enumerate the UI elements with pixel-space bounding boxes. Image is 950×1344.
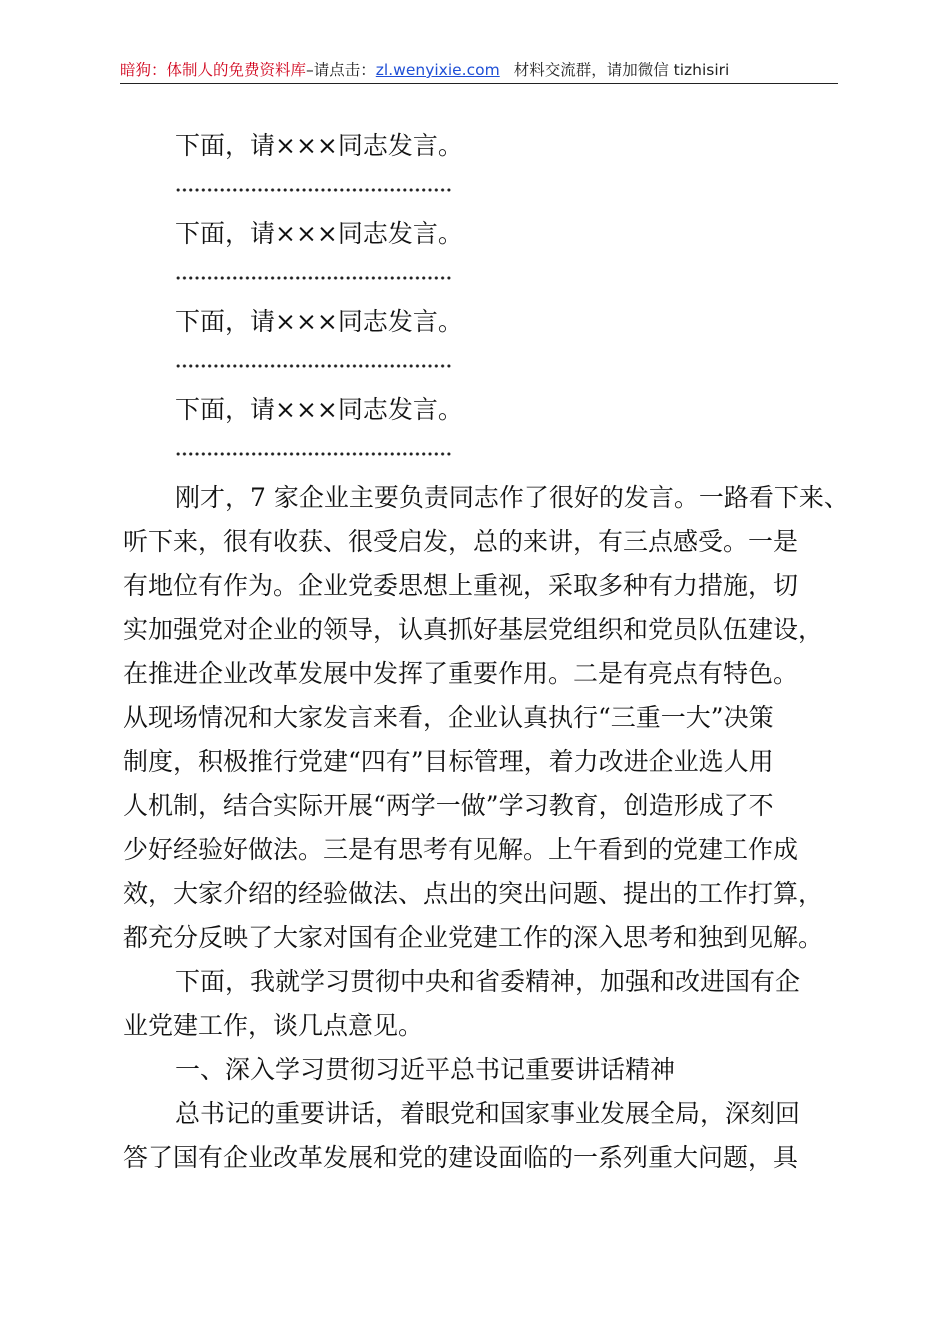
section-paragraph — [123, 1092, 843, 1180]
paragraph-line: 听下来，很有收获、很受启发，总的来讲，有三点感受。一是 — [123, 527, 799, 556]
speaker-line: 下面，请×××同志发言。 — [175, 219, 463, 248]
paragraph-line: 业党建工作，谈几点意见。 — [123, 1011, 424, 1040]
header-divider — [120, 83, 838, 84]
paragraph-line: 从现场情况和大家发言来看，企业认真执行“三重一大”决策 — [123, 703, 774, 732]
summary-paragraph — [123, 476, 849, 960]
dotted-separator — [123, 168, 843, 212]
paragraph-line: 总书记的重要讲话，着眼党和国家事业发展全局，深刻回 — [175, 1099, 801, 1128]
paragraph-line: 实加强党对企业的领导，认真抓好基层党组织和党员队伍建设， — [123, 615, 824, 644]
intro-paragraph — [123, 960, 843, 1048]
paragraph-line: 答了国有企业改革发展和党的建设面临的一系列重大问题，具 — [123, 1143, 799, 1172]
paragraph-line: 有地位有作为。企业党委思想上重视，采取多种有力措施，切 — [123, 571, 799, 600]
section-heading: 一、深入学习贯彻习近平总书记重要讲话精神 — [175, 1055, 676, 1084]
paragraph-line: 下面，我就学习贯彻中央和省委精神，加强和改进国有企 — [175, 967, 801, 996]
paragraph-line: 效，大家介绍的经验做法、点出的突出问题、提出的工作打算， — [123, 879, 824, 908]
paragraph-line: 都充分反映了大家对国有企业党建工作的深入思考和独到见解。 — [123, 923, 824, 952]
dotted-separator — [123, 256, 843, 300]
paragraph-line: 少好经验好做法。三是有思考有见解。上午看到的党建工作成 — [123, 835, 799, 864]
document-body — [123, 124, 849, 1180]
paragraph-line: 制度，积极推行党建“四有”目标管理，着力改进企业选人用 — [123, 747, 774, 776]
header-contact: 材料交流群，请加微信 tizhisiri — [513, 61, 730, 79]
paragraph-line: 在推进企业改革发展中发挥了重要作用。二是有亮点有特色。 — [123, 659, 799, 688]
speaker-line: 下面，请×××同志发言。 — [175, 395, 463, 424]
dotted-separator — [123, 432, 843, 476]
speaker-line: 下面，请×××同志发言。 — [175, 307, 463, 336]
speaker-line: 下面，请×××同志发言。 — [175, 131, 463, 160]
page-header — [120, 58, 838, 82]
header-prompt: –请点击： — [306, 61, 376, 79]
header-brand: 暗狗：体制人的免费资料库 — [120, 61, 307, 79]
header-link[interactable]: zl.wenyixie.com — [375, 61, 500, 79]
dotted-separator — [123, 344, 843, 388]
paragraph-line: 刚才，7 家企业主要负责同志作了很好的发言。一路看下来、 — [175, 483, 849, 512]
paragraph-line: 人机制，结合实际开展“两学一做”学习教育，创造形成了不 — [123, 791, 774, 820]
